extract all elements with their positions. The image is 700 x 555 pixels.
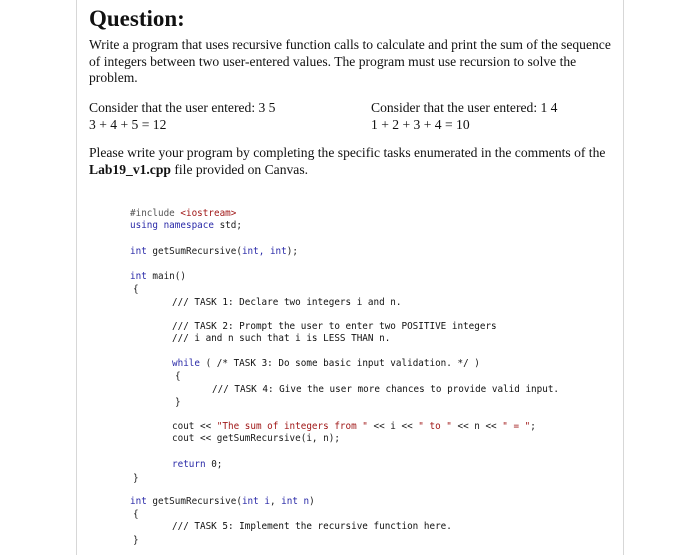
- example-1-result: 3 + 4 + 5 = 12: [89, 116, 167, 132]
- code-comment-task2a: /// TASK 2: Prompt the user to enter two POSITIVE integers: [172, 321, 497, 332]
- code-line-cout2: cout << getSumRecursive(i, n);: [172, 433, 340, 444]
- question-body: Write a program that uses recursive function calls to calculate and print the sum of the sequence of integers between two user-entered values. The program must use recursion to solve the problem.: [89, 37, 611, 85]
- code-line-return: return 0;: [172, 459, 223, 470]
- code-line-main-close: }: [133, 473, 139, 484]
- code-line-include: #include <iostream>: [130, 208, 237, 219]
- code-comment-task5: /// TASK 5: Implement the recursive function here.: [172, 521, 452, 532]
- code-line-main-open: {: [133, 284, 139, 295]
- instructions: [89, 145, 614, 178]
- code-line-def-close: }: [133, 535, 139, 546]
- code-line-def-open: {: [133, 509, 139, 520]
- code-comment-task1: /// TASK 1: Declare two integers i and n.: [172, 297, 402, 308]
- example-2-prompt: Consider that the user entered: 1 4: [371, 100, 558, 115]
- instructions-text: Please write your program by completing the specific tasks enumerated in the comments of the: [89, 145, 606, 160]
- example-2: [371, 100, 557, 133]
- code-line-cout1: cout << "The sum of integers from " << i << " to " << n << " = ";: [172, 421, 536, 432]
- code-line-main: int main(): [130, 271, 186, 282]
- instructions-tail: file provided on Canvas.: [170, 161, 309, 177]
- example-1: [89, 100, 275, 133]
- question-title: Question:: [89, 6, 185, 31]
- code-line-prototype: int getSumRecursive(int, int);: [130, 246, 298, 257]
- code-line-definition: int getSumRecursive(int i, int n): [130, 496, 315, 507]
- lab-filename: Lab19_v1.cpp: [89, 161, 171, 177]
- code-line-using: using namespace std;: [130, 220, 242, 231]
- code-comment-task4: /// TASK 4: Give the user more chances to provide valid input.: [212, 384, 560, 395]
- code-line-while: while ( /* TASK 3: Do some basic input validation. */ ): [172, 358, 480, 369]
- example-2-result: 1 + 2 + 3 + 4 = 10: [371, 116, 470, 132]
- code-line-while-open: {: [175, 371, 181, 382]
- code-comment-task2b: /// i and n such that i is LESS THAN n.: [172, 333, 391, 344]
- code-line-while-close: }: [175, 397, 181, 408]
- example-1-prompt: Consider that the user entered: 3 5: [89, 100, 276, 115]
